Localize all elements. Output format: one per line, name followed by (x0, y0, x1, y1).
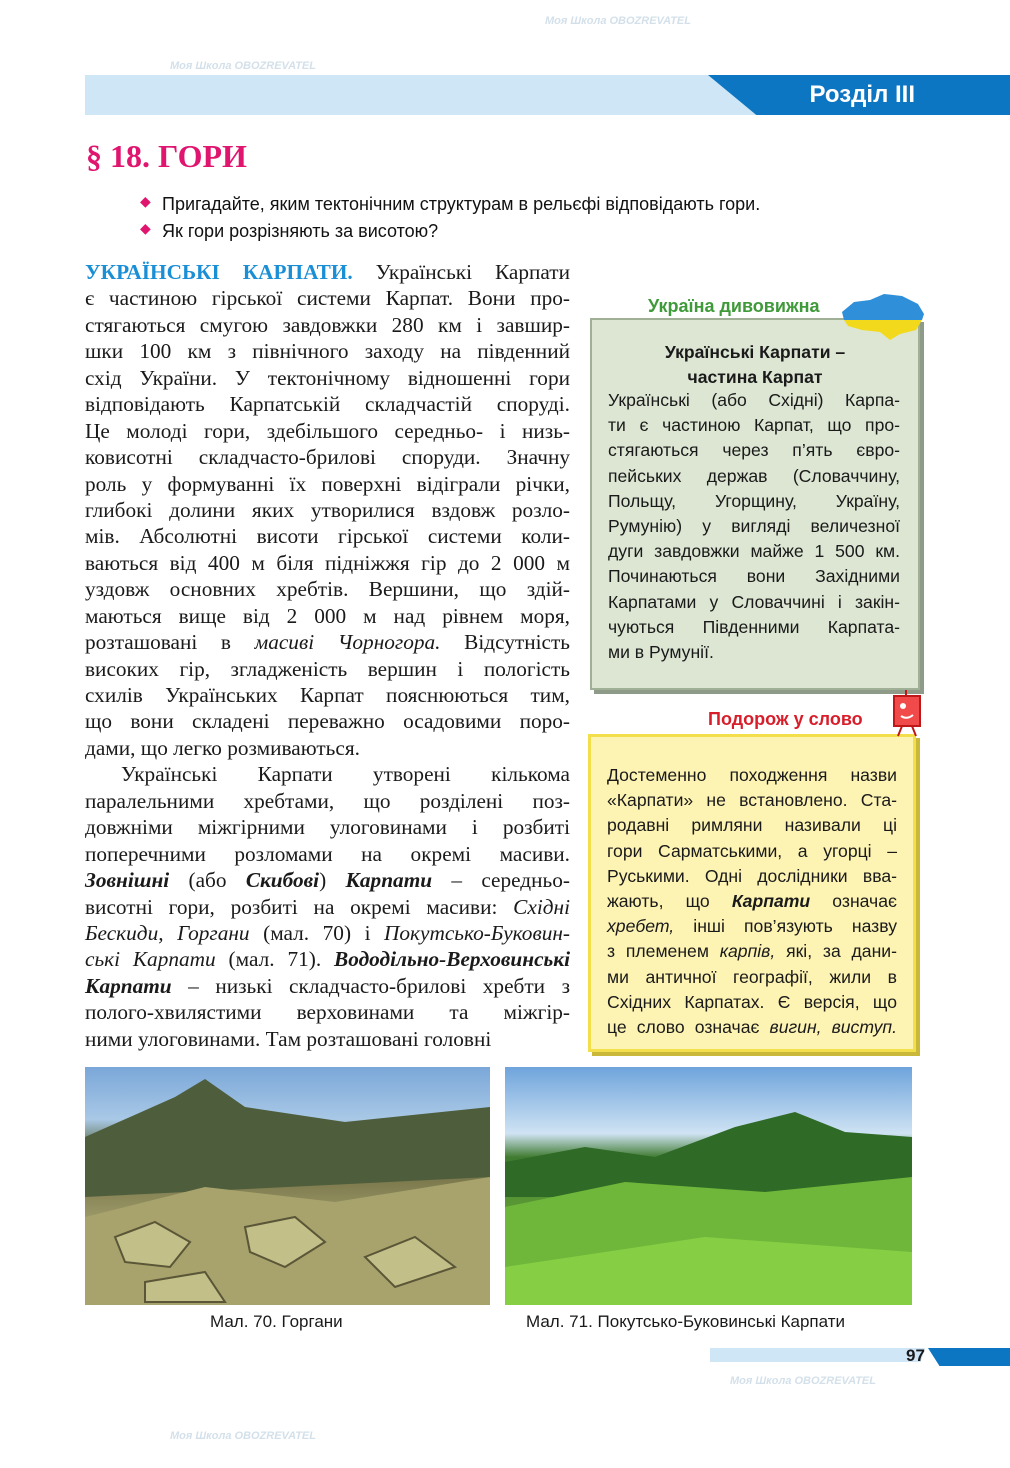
text-line (85, 894, 570, 920)
text-run: шки 100 км з північного заходу на південний (85, 339, 570, 364)
text-line (85, 999, 570, 1025)
text-line (85, 761, 570, 787)
text-run: ми в Румунії. (608, 642, 714, 663)
text-run: довжніми міжгірними улоговинами і розбиті (85, 815, 570, 840)
text-run: (мал. 70) і (249, 920, 385, 945)
emphasis-text: Зовнішні (85, 868, 170, 893)
emphasis-text: Покутсько-Буковин- (384, 920, 570, 945)
text-line (608, 388, 900, 413)
text-run: гори Сарматськими, а угорці – (607, 840, 897, 861)
box-heading: Подорож у слово (708, 709, 863, 729)
text-run: стягаються через п’ять євро- (608, 440, 900, 461)
text-run: жають, що (607, 891, 732, 912)
rocky-slope-image (85, 1067, 490, 1305)
text-line (85, 497, 570, 523)
text-line (607, 763, 897, 788)
watermark: Моя Школа OBOZREVATEL (545, 15, 691, 27)
text-line (85, 418, 570, 444)
text-line (85, 788, 570, 814)
text-line (608, 590, 900, 615)
text-run: ними улоговинами. Там розташовані головні (85, 1026, 492, 1051)
text-run: інші пов’язують назву (674, 916, 897, 937)
text-line (608, 564, 900, 589)
emphasis-text: УКРАЇНСЬКІ КАРПАТИ. (85, 260, 353, 284)
text-line (85, 629, 570, 655)
text-line (85, 946, 570, 972)
watermark: Моя Школа OBOZREVATEL (170, 1430, 316, 1442)
text-run: Карпатами у Словаччині і закін- (608, 591, 900, 612)
text-run: з племенем (607, 941, 720, 962)
text-run: ми античної географії, жили в (607, 966, 897, 987)
text-run: «Карпати» не встановлено. Ста- (607, 790, 897, 811)
question-text: Пригадайте, яким тектонічним структурам в рельєфі відповідають гори. (162, 194, 761, 214)
text-run: пейських держав (Словаччину, (608, 465, 900, 486)
emphasis-text: Карпати (731, 891, 811, 912)
emphasis-text: Карпати (345, 868, 433, 893)
text-run: поперечними розломами на окремі масиви. (85, 841, 570, 866)
text-run: означає (810, 891, 897, 912)
figure-caption: Мал. 70. Горгани (210, 1312, 343, 1331)
text-line (85, 312, 570, 338)
text-line (85, 814, 570, 840)
text-run: схід України. У тектонічному відношенні гори (85, 365, 570, 390)
box-body (608, 388, 900, 665)
text-line (85, 656, 570, 682)
box-title-line: частина Карпат (687, 367, 823, 387)
text-run: ) (319, 868, 346, 893)
box-title-line: Українські Карпати – (664, 342, 846, 362)
ukraine-map-icon (840, 290, 925, 342)
text-run: маються вище від 2 000 м над рівнем моря, (85, 603, 570, 628)
text-line (607, 864, 897, 889)
text-line (607, 990, 897, 1015)
green-hills-image (505, 1067, 912, 1305)
word-character-icon (890, 688, 924, 738)
text-line (85, 603, 570, 629)
text-run: (або (169, 868, 246, 893)
text-run: роль у формуванні їх поверхні відіграли річки, (85, 471, 570, 496)
text-line (85, 576, 570, 602)
text-line (608, 464, 900, 489)
emphasis-text: ські Карпати (85, 947, 216, 972)
text-run: що вони складені переважно осадовими поро- (85, 709, 570, 734)
text-line (607, 889, 897, 914)
text-run: чуються Південними Карпата- (608, 616, 900, 637)
text-line (85, 338, 570, 364)
emphasis-text: карпів, (719, 941, 776, 962)
text-line (607, 813, 897, 838)
text-line (608, 640, 900, 665)
text-run: стягаються смугою завдовжки 280 км і завшир- (85, 312, 570, 337)
text-run: Східних Карпатах. Є версія, що (607, 991, 897, 1012)
text-run: Румунію) у вигляді величезної (608, 516, 900, 537)
text-run: які, за дани- (775, 941, 897, 962)
text-line (608, 489, 900, 514)
text-line (608, 615, 900, 640)
box-heading: Україна дивовижна (648, 296, 820, 316)
text-line (608, 514, 900, 539)
word-journey-box (588, 734, 916, 1052)
footer-band (710, 1348, 925, 1362)
text-run: Достеменно походження назви (607, 765, 897, 785)
text-run: Починаються вони Західними (608, 566, 900, 587)
text-line (85, 708, 570, 734)
text-run: Відсутність (440, 630, 570, 655)
text-line (85, 735, 570, 761)
text-line (607, 788, 897, 813)
text-run: дами, що легко розмиваються. (85, 735, 360, 760)
text-line (607, 839, 897, 864)
text-run: глибокі долини яких утворилися вздовж розло- (85, 497, 570, 522)
text-line (85, 365, 570, 391)
question-text: Як гори розрізняють за висотою? (162, 221, 439, 241)
watermark: Моя Школа OBOZREVATEL (730, 1375, 876, 1387)
text-run: це слово означає (607, 1017, 770, 1038)
text-run: (мал. 71). (215, 947, 335, 972)
box-body (607, 763, 897, 1040)
text-line (608, 438, 900, 463)
text-run: дуги завдовжки майже 1 500 км. (608, 541, 900, 562)
text-line (608, 413, 900, 438)
section-label: Розділ III (809, 81, 915, 108)
text-run: ковисотні складчасто-брилові споруди. Значну (85, 445, 570, 470)
text-run: родавні римляни називали ці (607, 815, 897, 836)
text-run: Це молоді гори, здебільшого середньо- і низь- (85, 418, 570, 443)
text-run: Українські Карпати утворені кількома (121, 762, 570, 787)
figure-caption: Мал. 71. Покутсько-Буковинські Карпати (526, 1312, 845, 1331)
text-line (85, 523, 570, 549)
text-line (85, 867, 570, 893)
emphasis-text: Карпати (85, 973, 172, 998)
main-text (85, 259, 570, 1052)
text-line (85, 841, 570, 867)
text-line (608, 539, 900, 564)
question-item (140, 193, 761, 215)
text-line (85, 1026, 570, 1052)
text-run: паралельними хребтами, що розділені поз- (85, 788, 570, 813)
text-run: ти є частиною Карпат, що про- (608, 415, 900, 436)
text-line (85, 920, 570, 946)
emphasis-text: Вододільно-Верховинські (334, 947, 570, 972)
text-line (85, 471, 570, 497)
bullet-diamond-icon: ◆ (140, 220, 151, 236)
text-line (85, 259, 570, 285)
page-number: 97 (906, 1346, 925, 1365)
emphasis-text: Бескиди, Горгани (85, 920, 250, 945)
text-run: є частиною гірської системи Карпат. Вони про- (85, 286, 570, 311)
bullet-diamond-icon: ◆ (140, 193, 151, 209)
text-line (85, 973, 570, 999)
footer-tab (928, 1348, 1010, 1366)
text-line (85, 682, 570, 708)
photo-gorgany (85, 1067, 490, 1305)
page-title: § 18. ГОРИ (86, 138, 247, 174)
text-line (607, 939, 897, 964)
emphasis-text: вигин, виступ. (769, 1017, 897, 1038)
text-run: відповідають Карпатській складчастій споруді. (85, 392, 570, 417)
text-run: схилів Українських Карпат пояснюються тим, (85, 683, 570, 707)
text-run: – низькі складчасто-брилові хребти з (171, 973, 570, 998)
emphasis-text: масиві Чорногора. (254, 630, 441, 655)
text-run: Руськими. Одні дослідники вва- (607, 865, 897, 886)
box-title (592, 340, 918, 390)
text-line (607, 965, 897, 990)
text-line (85, 391, 570, 417)
text-run: ваються від 400 м біля підніжжя гір до 2 000 м (85, 550, 570, 575)
text-run: висотні гори, розбиті на окремі масиви: (85, 894, 514, 919)
text-run: Українські Карпати (352, 260, 571, 284)
text-line (85, 285, 570, 311)
text-run: Польщу, Угорщину, Україну, (608, 490, 900, 511)
text-line (85, 550, 570, 576)
text-line (607, 1015, 897, 1040)
ukraine-amazing-box (590, 318, 920, 690)
emphasis-text: хребет, (607, 916, 675, 937)
text-run: полого-хвилястими верховинами та міжгір- (85, 1000, 570, 1025)
text-line (85, 444, 570, 470)
text-run: уздовж основних хребтів. Вершини, що здій- (85, 577, 570, 602)
text-line (607, 914, 897, 939)
photo-pokuttia-bukovyna (505, 1067, 912, 1305)
text-run: – середньо- (432, 868, 570, 893)
text-run: високих гір, згладженість вершин і пологість (85, 656, 570, 681)
emphasis-text: Скибові (245, 868, 320, 893)
emphasis-text: Східні (513, 894, 570, 919)
text-run: Українські (або Східні) Карпа- (608, 390, 900, 410)
question-item (140, 220, 439, 242)
text-run: розташовані в (85, 630, 255, 655)
watermark: Моя Школа OBOZREVATEL (170, 60, 316, 72)
text-run: мів. Абсолютні висоти гірської системи коли- (85, 524, 570, 549)
